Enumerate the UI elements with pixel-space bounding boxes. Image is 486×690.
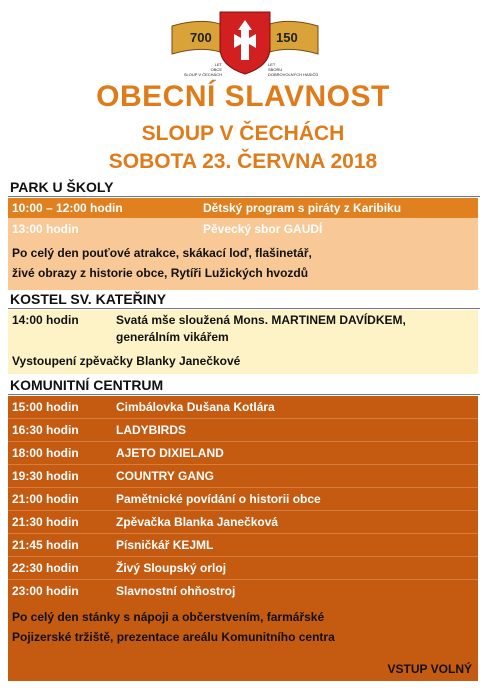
park-note-line-2: živé obrazy z historie obce, Rytíři Lužických hvozdů <box>12 266 309 280</box>
kom-row-time: 15:00 hodin <box>12 400 79 414</box>
anniversary-logo <box>170 8 320 84</box>
kom-row-event: Zpěvačka Blanka Janečková <box>116 515 279 529</box>
kom-row-event: Živý Sloupský orloj <box>116 561 227 575</box>
date-subtitle: SOBOTA 23. ČERVNA 2018 <box>108 150 378 173</box>
kom-note-line-2: Pojizerské tržiště, prezentace areálu Komunitního centra <box>12 630 335 644</box>
park-row-1 <box>8 198 478 218</box>
park-row-1-time: 10:00 – 12:00 hodin <box>12 201 123 215</box>
free-entry-label: VSTUP VOLNÝ <box>387 662 472 676</box>
park-row-2-event: Pěvecký sbor GAUDÍ <box>203 222 323 236</box>
kostel-row-1 <box>8 312 478 348</box>
park-row-1-event: Dětský program s piráty z Karibiku <box>203 201 402 215</box>
kom-row-time: 16:30 hodin <box>12 423 79 437</box>
kom-row <box>8 580 478 602</box>
kom-row-event: COUNTRY GANG <box>116 469 215 483</box>
kom-row-event: Cimbálovka Dušana Kotlára <box>116 400 275 414</box>
kom-row-time: 18:00 hodin <box>12 446 79 460</box>
section-kostel-heading: KOSTEL SV. KATEŘINY <box>8 291 480 309</box>
kostel-row-1-event-line-2: generálním vikářem <box>116 330 229 344</box>
logo-right-caption-2: SBORU <box>268 67 283 72</box>
kom-row-event: Slavnostní ohňostroj <box>116 584 236 598</box>
section-kostel <box>8 310 478 374</box>
section-komunitni <box>8 396 478 681</box>
logo-right-number: 150 <box>276 30 298 45</box>
kom-row <box>8 557 478 580</box>
kom-row-event: Pamětnické povídání o historii obce <box>116 492 321 506</box>
kom-row-time: 22:30 hodin <box>12 561 79 575</box>
kom-row-event: AJETO DIXIELAND <box>116 446 224 460</box>
kom-row <box>8 419 478 442</box>
kom-row <box>8 465 478 488</box>
kom-row-event: Písničkář KEJML <box>116 538 214 552</box>
kom-row <box>8 488 478 511</box>
logo-left-caption-3: SLOUP V ČECHÁCH <box>183 72 222 77</box>
logo-left-caption-2: OBCE <box>210 67 222 72</box>
section-kom-heading: KOMUNITNÍ CENTRUM <box>8 377 480 395</box>
park-row-2-time: 13:00 hodin <box>12 222 79 236</box>
kom-row-event: LADYBIRDS <box>116 423 187 437</box>
page-title: OBECNÍ SLAVNOST <box>96 80 390 113</box>
kom-row-time: 23:00 hodin <box>12 584 79 598</box>
section-park-heading: PARK U ŠKOLY <box>8 179 480 197</box>
place-subtitle: SLOUP V ČECHÁCH <box>141 122 345 145</box>
kostel-row-1-time: 14:00 hodin <box>12 313 79 327</box>
kom-row-time: 19:30 hodin <box>12 469 79 483</box>
logo-left-number: 700 <box>190 30 212 45</box>
kom-row-time: 21:00 hodin <box>12 492 79 506</box>
kom-note-line-1: Po celý den stánky s nápoji a občerstvením, farmářské <box>12 610 325 624</box>
logo-right-caption-3: DOBROVOLNÝCH HASIČŮ <box>268 72 319 77</box>
park-note-line-1: Po celý den pouťové atrakce, skákací loď, flašinetář, <box>12 246 312 260</box>
kom-row <box>8 396 478 419</box>
kom-row <box>8 534 478 557</box>
kom-row <box>8 511 478 534</box>
logo-graphic <box>170 8 320 84</box>
kom-row <box>8 442 478 465</box>
logo-right-caption-1: LET <box>268 62 276 67</box>
kostel-row-1-event-line-1: Svatá mše sloužená Mons. MARTINEM DAVÍDKEM, <box>116 313 406 327</box>
park-row-2 <box>8 220 478 238</box>
kom-row-time: 21:45 hodin <box>12 538 79 552</box>
kostel-note: Vystoupení zpěvačky Blanky Janečkové <box>12 354 241 368</box>
kom-row-time: 21:30 hodin <box>12 515 79 529</box>
section-park <box>8 198 478 290</box>
logo-left-caption-1: LET <box>214 62 222 67</box>
